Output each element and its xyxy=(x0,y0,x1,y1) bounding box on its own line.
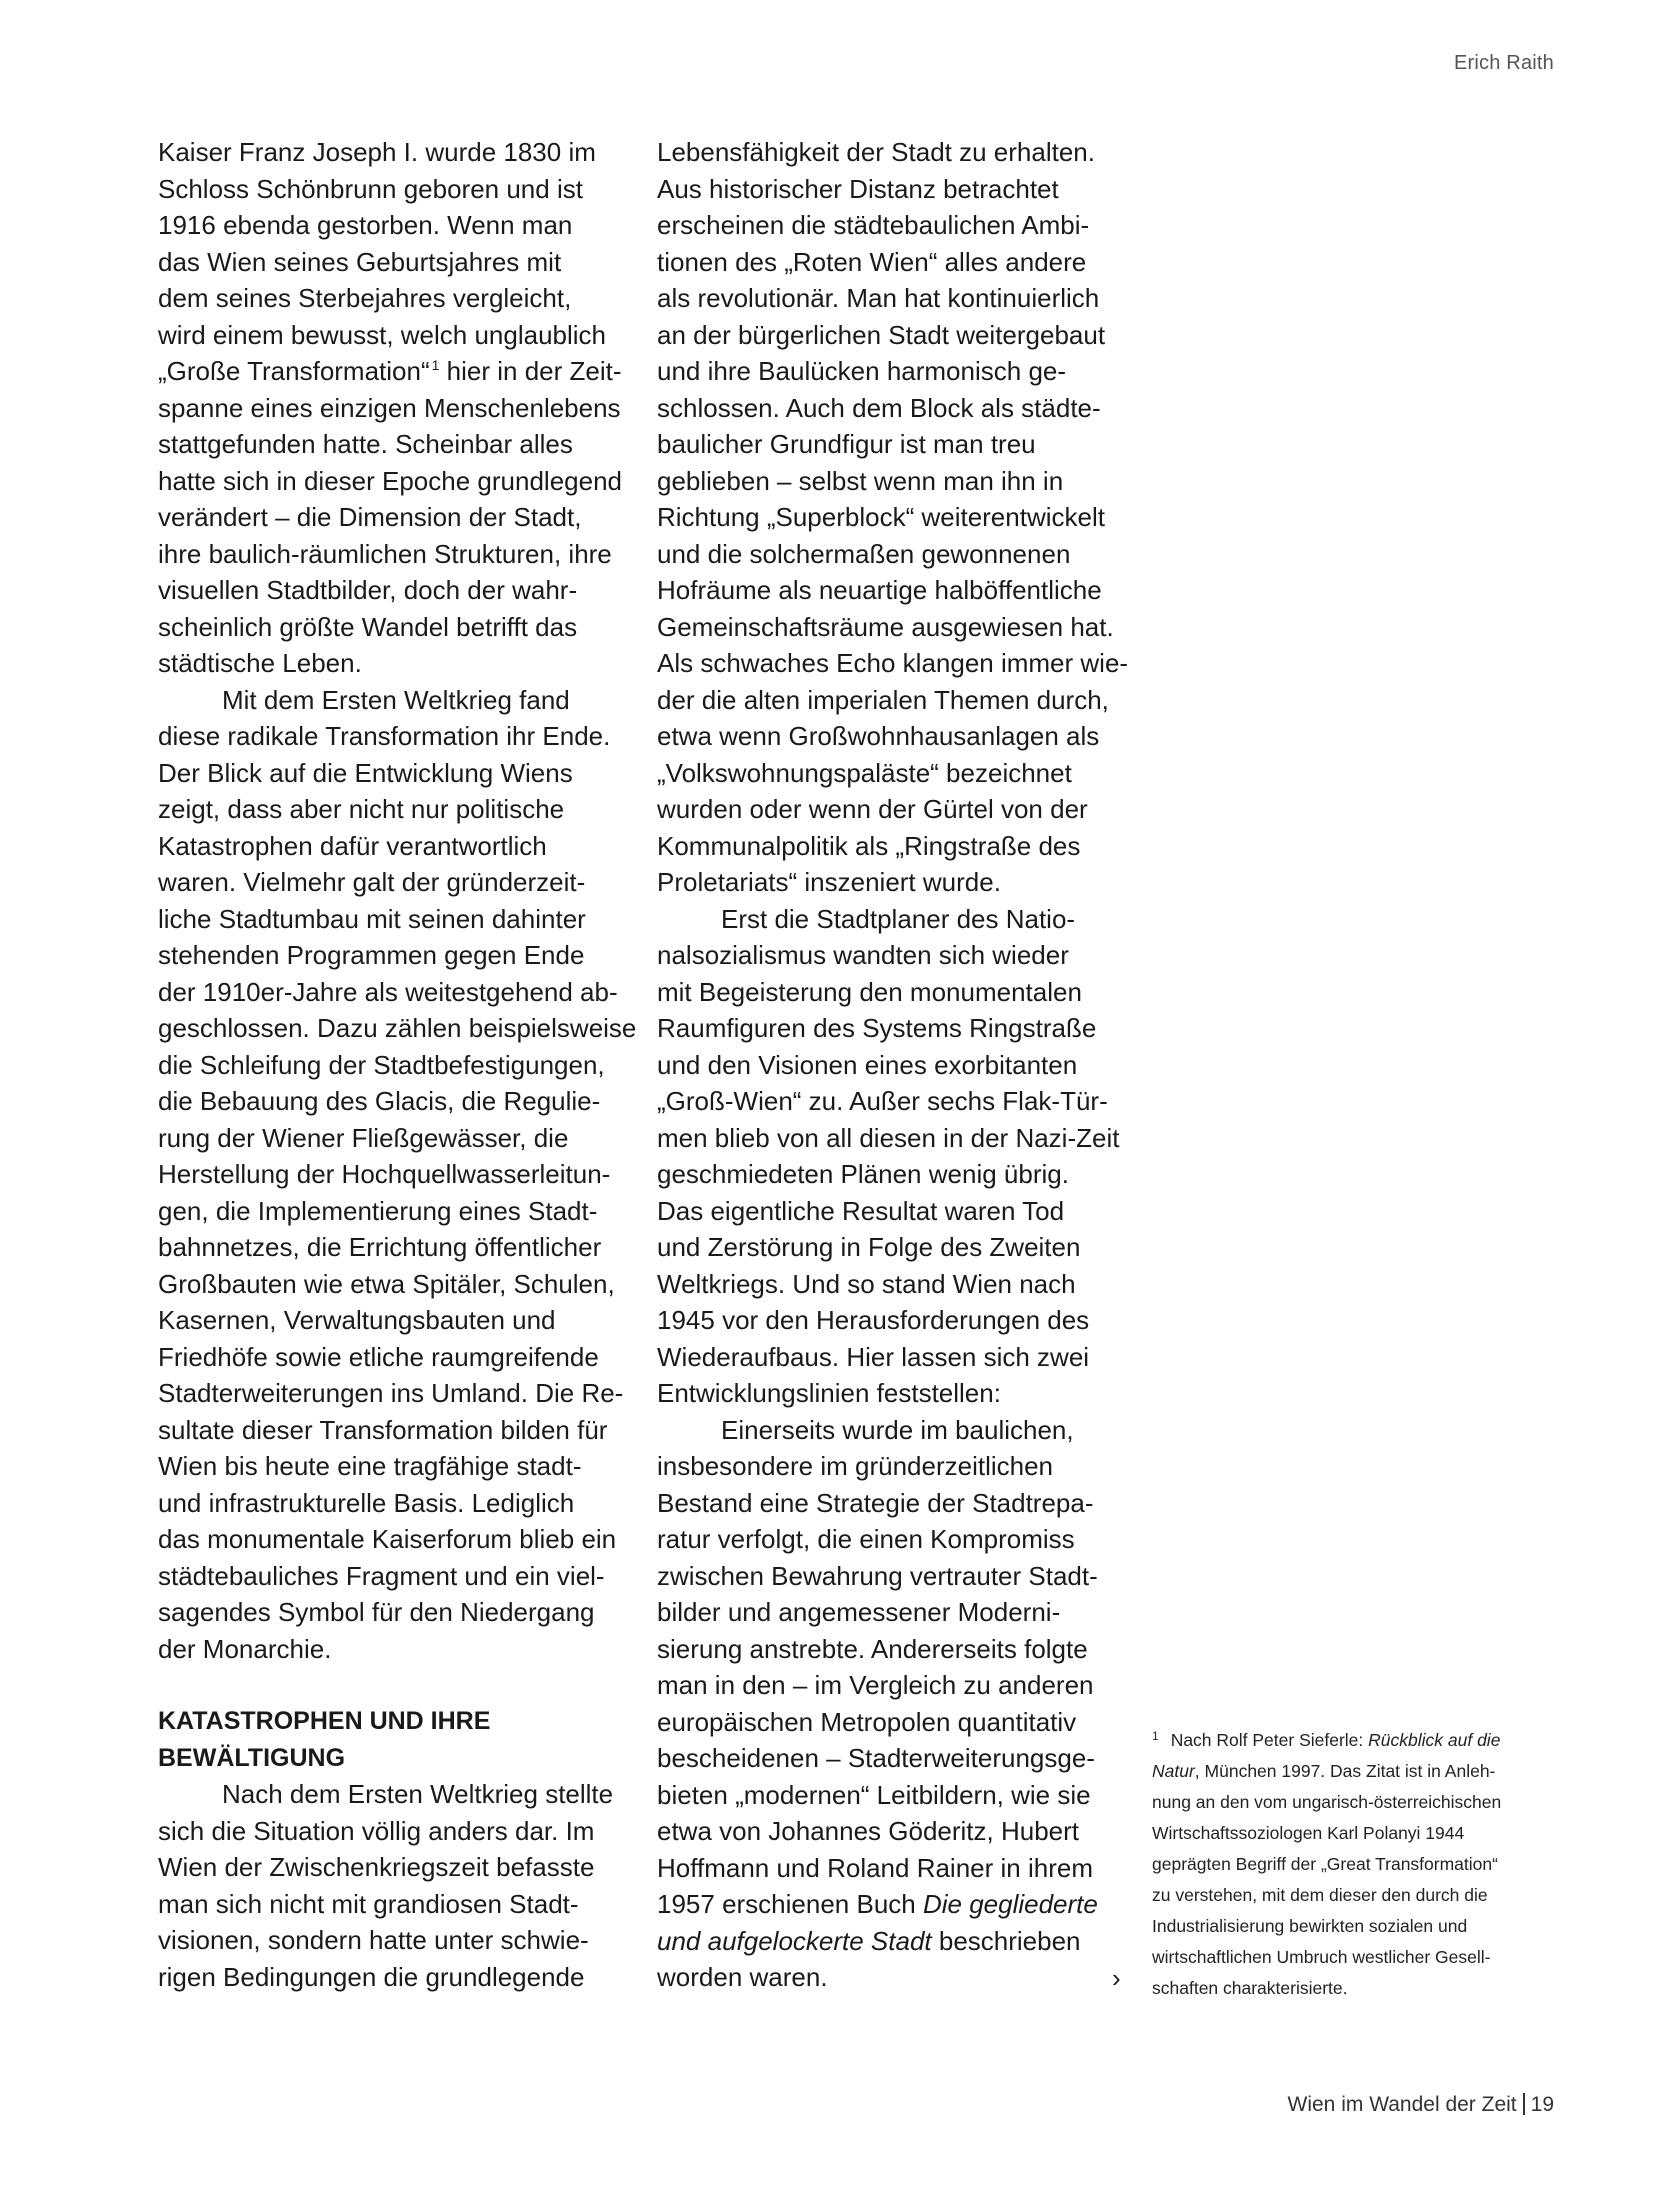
book-title-italic: Die gegliederte xyxy=(922,1889,1098,1919)
text-line: men blieb von all diesen in der Nazi-Zeit xyxy=(657,1122,1120,1153)
text-line: der die alten imperialen Themen durch, xyxy=(657,684,1109,715)
text-line: etwa wenn Großwohnhausanlagen als xyxy=(657,721,1100,751)
footnote-line xyxy=(1152,1756,1532,1787)
text-line: Das eigentliche Resultat waren Tod xyxy=(657,1195,1065,1226)
text-line: der Monarchie. xyxy=(158,1633,332,1664)
text-line: bilder und angemessener Moderni- xyxy=(657,1597,1061,1627)
footnote-text: , München 1997. Das Zitat ist in Anleh- xyxy=(1194,1761,1496,1781)
running-head-author: Erich Raith xyxy=(1453,52,1554,74)
heading-line: KATASTROPHEN UND IHRE xyxy=(158,1707,491,1735)
text-line: mit Begeisterung den monumentalen xyxy=(657,976,1082,1007)
footnote-line: zu verstehen, mit dem dieser den durch die xyxy=(1152,1885,1488,1905)
paragraph xyxy=(657,1412,1127,1996)
text-line: etwa von Johannes Göderitz, Hubert xyxy=(657,1816,1080,1846)
text-line: das Wien seines Geburtsjahres mit xyxy=(158,246,562,277)
text-line: der 1910er-Jahre als weitestgehend ab- xyxy=(158,976,618,1007)
text-segment: beschrieben xyxy=(931,1925,1081,1956)
text-line: scheinlich größte Wandel betrifft das xyxy=(158,611,578,642)
text-line: das monumentale Kaiserforum blieb ein xyxy=(158,1524,617,1554)
text-line: stehenden Programmen gegen Ende xyxy=(158,940,585,970)
text-line: Bestand eine Strategie der Stadtrepa- xyxy=(657,1487,1094,1518)
footer-title: Wien im Wandel der Zeit xyxy=(1287,2093,1517,2116)
text-line: erscheinen die städtebaulichen Ambi- xyxy=(657,210,1090,240)
text-line: Entwicklungslinien feststellen: xyxy=(657,1378,1001,1408)
text-line: Einerseits wurde im baulichen, xyxy=(721,1414,1074,1445)
text-line: gen, die Implementierung eines Stadt- xyxy=(158,1195,598,1226)
page-number: 19 xyxy=(1530,2093,1554,2116)
text-line: tionen des „Roten Wien“ alles andere xyxy=(657,246,1087,277)
footnote-italic: Natur xyxy=(1152,1761,1195,1781)
footnote-line: wirtschaftlichen Umbruch westlicher Gesell- xyxy=(1152,1947,1491,1967)
text-line: und infrastrukturelle Basis. Lediglich xyxy=(158,1487,575,1518)
text-line: an der bürgerlichen Stadt weitergebaut xyxy=(657,319,1106,350)
footnote-line: geprägten Begriff der „Great Transformation“ xyxy=(1152,1854,1498,1874)
text-line: dem seines Sterbejahres vergleicht, xyxy=(158,283,572,313)
text-line: Wien bis heute eine tragfähige stadt- xyxy=(158,1451,582,1481)
text-line: städtische Leben. xyxy=(158,648,362,678)
footnote-line: Wirtschaftssoziologen Karl Polanyi 1944 xyxy=(1152,1823,1465,1843)
text-line xyxy=(158,353,628,390)
footnote-text: Nach Rolf Peter Sieferle: xyxy=(1170,1730,1369,1750)
text-line: Der Blick auf die Entwicklung Wiens xyxy=(158,757,573,788)
footnote-reference[interactable]: 1 xyxy=(431,357,440,373)
middle-column xyxy=(657,134,1127,1996)
text-line: spanne eines einzigen Menschenlebens xyxy=(158,392,621,423)
text-line: nalsozialismus wandten sich wieder xyxy=(657,940,1069,970)
text-line: ihre baulich-räumlichen Strukturen, ihre xyxy=(158,538,612,569)
text-line: Friedhöfe sowie etliche raumgreifende xyxy=(158,1341,599,1372)
text-line: Nach dem Ersten Weltkrieg stellte xyxy=(222,1779,614,1809)
page-footer xyxy=(1288,2093,1554,2117)
text-line: städtebauliches Fragment und ein viel- xyxy=(158,1560,605,1591)
text-line: Großbauten wie etwa Spitäler, Schulen, xyxy=(158,1268,615,1299)
paragraph xyxy=(657,134,1127,901)
text-line: verändert – die Dimension der Stadt, xyxy=(158,502,582,532)
text-line: sagendes Symbol für den Niedergang xyxy=(158,1597,595,1627)
text-line: wurden oder wenn der Gürtel von der xyxy=(657,794,1088,824)
heading-line: BEWÄLTIGUNG xyxy=(158,1743,346,1772)
text-line: bahnnetzes, die Errichtung öffentlicher xyxy=(158,1232,602,1262)
text-line: Lebensfähigkeit der Stadt zu erhalten. xyxy=(657,137,1095,167)
text-line: Hoffmann und Roland Rainer in ihrem xyxy=(657,1852,1093,1883)
text-line: geschlossen. Dazu zählen beispielsweise xyxy=(158,1013,637,1043)
text-line: man sich nicht mit grandiosen Stadt- xyxy=(158,1888,579,1919)
text-line: schlossen. Auch dem Block als städte- xyxy=(657,392,1101,423)
text-line: Hofräume als neuartige halböffentliche xyxy=(657,575,1102,605)
text-line: 1945 vor den Herausforderungen des xyxy=(657,1305,1090,1335)
text-line: und ihre Baulücken harmonisch ge- xyxy=(657,356,1067,386)
footnote xyxy=(1152,1721,1532,2004)
text-line: 1916 ebenda gestorben. Wenn man xyxy=(158,210,573,240)
text-segment: 1957 erschienen Buch xyxy=(657,1889,923,1919)
text-line: Aus historischer Distanz betrachtet xyxy=(657,173,1059,204)
text-line: als revolutionär. Man hat kontinuierlich xyxy=(657,283,1100,313)
text-line: ratur verfolgt, die einen Kompromiss xyxy=(657,1524,1075,1554)
text-line: insbesondere im gründerzeitlichen xyxy=(657,1451,1054,1481)
footnote-line: nung an den vom ungarisch-österreichischen xyxy=(1152,1792,1502,1812)
text-line: Erst die Stadtplaner des Natio- xyxy=(721,903,1076,934)
paragraph xyxy=(158,134,628,682)
text-line: visionen, sondern hatte unter schwie- xyxy=(158,1925,589,1955)
text-line: Stadterweiterungen ins Umland. Die Re- xyxy=(158,1378,624,1408)
footnote-line xyxy=(1152,1721,1532,1756)
text-line: sich die Situation völlig anders dar. Im xyxy=(158,1815,595,1846)
text-line: Kaiser Franz Joseph I. wurde 1830 im xyxy=(158,137,596,167)
text-line: hatte sich in dieser Epoche grundlegend xyxy=(158,465,622,496)
text-line: Gemeinschaftsräume ausgewiesen hat. xyxy=(657,611,1114,642)
text-line: stattgefunden hatte. Scheinbar alles xyxy=(158,429,573,459)
text-line: rung der Wiener Fließgewässer, die xyxy=(158,1122,569,1153)
text-line: geblieben – selbst wenn man ihn in xyxy=(657,465,1064,496)
text-line: Weltkriegs. Und so stand Wien nach xyxy=(657,1268,1076,1299)
text-line: Als schwaches Echo klangen immer wie- xyxy=(657,648,1129,678)
text-line: Kasernen, Verwaltungsbauten und xyxy=(158,1305,556,1335)
text-line: die Bebauung des Glacis, die Regulie- xyxy=(158,1086,601,1116)
text-line: baulicher Grundfigur ist man treu xyxy=(657,429,1036,459)
text-line: Kommunalpolitik als „Ringstraße des xyxy=(657,830,1081,861)
text-line: Raumfiguren des Systems Ringstraße xyxy=(657,1013,1097,1043)
paragraph xyxy=(158,682,637,1668)
text-line: und die solchermaßen gewonnenen xyxy=(657,538,1071,569)
text-line: und den Visionen eines exorbitanten xyxy=(657,1049,1078,1080)
text-line: Schloss Schönbrunn geboren und ist xyxy=(158,173,583,204)
quoted-term: „Große Transformation“ xyxy=(158,356,430,386)
text-line: „Volkswohnungspaläste“ bezeichnet xyxy=(657,757,1072,788)
line-continuation: hier in der Zeit- xyxy=(439,356,622,386)
text-line: Mit dem Ersten Weltkrieg fand xyxy=(222,684,570,715)
book-title-italic: und aufgelockerte Stadt xyxy=(657,1925,932,1956)
text-line: sierung anstrebte. Andererseits folgte xyxy=(657,1633,1088,1664)
continue-arrow-icon: › xyxy=(1112,1963,1121,1993)
left-column xyxy=(158,134,637,1995)
text-line: wird einem bewusst, welch unglaublich xyxy=(158,319,607,350)
text-line: Wien der Zwischenkriegszeit befasste xyxy=(158,1852,595,1882)
footnote-number: 1 xyxy=(1152,1729,1159,1743)
paragraph xyxy=(657,901,1127,1412)
text-line: die Schleifung der Stadtbefestigungen, xyxy=(158,1049,605,1080)
text-line: und Zerstörung in Folge des Zweiten xyxy=(657,1232,1081,1262)
footer-separator xyxy=(1523,2093,1525,2115)
text-line: rigen Bedingungen die grundlegende xyxy=(158,1961,585,1992)
text-line: bieten „modernen“ Leitbildern, wie sie xyxy=(657,1779,1091,1810)
footnote-line: Industrialisierung bewirkten sozialen und xyxy=(1152,1916,1468,1936)
footnote-line: schaften charakterisierte. xyxy=(1152,1978,1348,1998)
text-line: europäischen Metropolen quantitativ xyxy=(657,1706,1077,1737)
text-line: Wiederaufbaus. Hier lassen sich zwei xyxy=(657,1341,1090,1372)
text-line: Herstellung der Hochquellwasserleitun- xyxy=(158,1159,611,1189)
text-line: zwischen Bewahrung vertrauter Stadt- xyxy=(657,1560,1098,1591)
text-line: liche Stadtumbau mit seinen dahinter xyxy=(158,903,586,934)
text-line: zeigt, dass aber nicht nur politische xyxy=(158,794,565,824)
text-line: visuellen Stadtbilder, doch der wahr- xyxy=(158,575,578,605)
text-line: Katastrophen dafür verantwortlich xyxy=(158,830,547,861)
text-line: „Groß-Wien“ zu. Außer sechs Flak-Tür- xyxy=(657,1086,1108,1116)
text-line: worden waren. xyxy=(657,1962,828,1992)
text-line xyxy=(657,1886,1127,1923)
text-line: geschmiedeten Plänen wenig übrig. xyxy=(657,1159,1069,1189)
section-heading xyxy=(158,1703,628,1776)
text-line: Richtung „Superblock“ weiterentwickelt xyxy=(657,502,1105,532)
text-line: man in den – im Vergleich zu anderen xyxy=(657,1670,1094,1700)
text-line: Proletariats“ inszeniert wurde. xyxy=(657,867,1001,897)
text-line: diese radikale Transformation ihr Ende. xyxy=(158,721,611,751)
footnote-italic: Rückblick auf die xyxy=(1368,1730,1501,1750)
text-line: sultate dieser Transformation bilden für xyxy=(158,1414,608,1445)
text-line xyxy=(657,1923,1127,1960)
text-line: bescheidenen – Stadterweiterungsge- xyxy=(657,1743,1095,1773)
text-line: waren. Vielmehr galt der gründerzeit- xyxy=(158,867,586,897)
paragraph xyxy=(158,1776,628,1995)
